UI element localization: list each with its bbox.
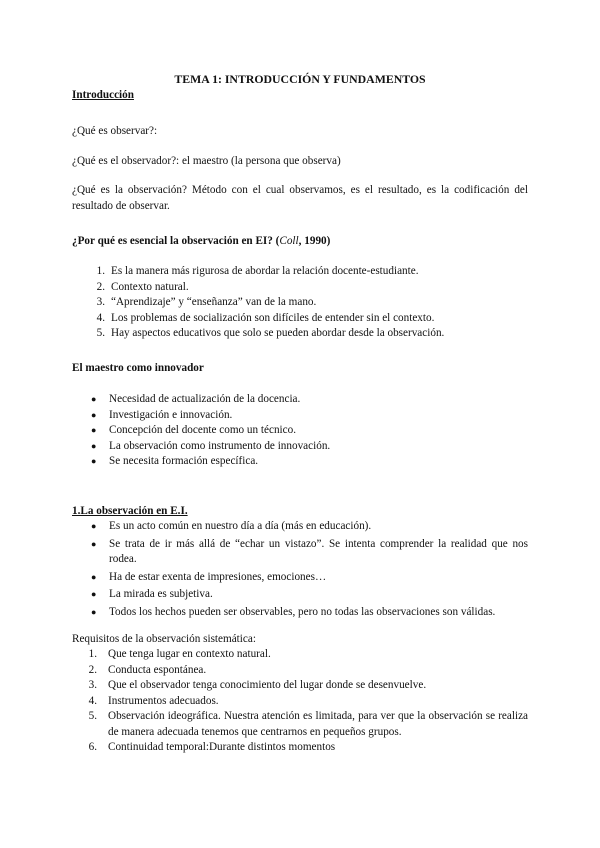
question-observador: ¿Qué es el observador?: el maestro (la persona que observa)	[72, 155, 341, 167]
list-item: 4. Instrumentos adecuados.	[88, 694, 219, 707]
bullet-icon: ●	[91, 425, 97, 435]
list-item: ● Se necesita formación específica.	[89, 454, 528, 470]
list-item: ● Necesidad de actualización de la docencia.	[89, 392, 528, 408]
esencial-heading-author: Coll	[279, 235, 299, 247]
intro-heading: Introducción	[72, 89, 134, 101]
list-item: 1. Es la manera más rigurosa de abordar la relación docente-estudiante.	[96, 265, 419, 277]
innovador-list	[89, 392, 528, 470]
esencial-heading-year: , 1990)	[298, 235, 331, 247]
list-item: 3. Que el observador tenga conocimiento del lugar donde se desenvuelve.	[88, 679, 427, 691]
section1-heading: 1.La observación en E.I.	[72, 505, 188, 517]
list-item: ● Ha de estar exenta de impresiones, emociones…	[89, 570, 528, 586]
bullet-icon: ●	[91, 538, 97, 549]
bullet-icon: ●	[91, 589, 97, 599]
list-item: 2. Conducta espontánea.	[88, 663, 207, 676]
bullet-icon: ●	[91, 571, 97, 582]
section1-list	[89, 519, 528, 620]
list-item: ● La mirada es subjetiva.	[89, 587, 528, 603]
list-item: 5. Observación ideográfica. Nuestra atención es limitada, para ver que la observación se realiza de manera adecuada tenemos que centrarnos en pequeños grupos.	[88, 710, 528, 738]
list-item: 3. “Aprendizaje” y “enseñanza” van de la mano.	[96, 296, 317, 308]
list-item: ● Es un acto común en nuestro día a día (más en educación).	[89, 519, 528, 535]
list-item: ● La observación como instrumento de innovación.	[89, 439, 528, 455]
bullet-icon: ●	[91, 440, 97, 451]
list-item: ● Todos los hechos pueden ser observables, pero no todas las observaciones son válidas.	[89, 605, 528, 621]
innovador-heading: El maestro como innovador	[72, 362, 204, 374]
bullet-icon: ●	[91, 606, 97, 617]
requisitos-list	[72, 647, 528, 756]
question-observar: ¿Qué es observar?:	[72, 125, 158, 137]
esencial-heading	[72, 234, 528, 250]
esencial-heading-main: ¿Por qué es esencial la observación en EI? (	[72, 235, 280, 247]
bullet-icon: ●	[91, 394, 97, 404]
list-item: 6. Continuidad temporal:Durante distintos momentos	[88, 741, 336, 753]
bullet-icon: ●	[91, 521, 97, 531]
esencial-list	[91, 264, 528, 342]
list-item: 2. Contexto natural.	[96, 280, 189, 293]
list-item: 1. Que tenga lugar en contexto natural.	[88, 648, 271, 660]
list-item: 5. Hay aspectos educativos que solo se pueden abordar desde la observación.	[96, 327, 445, 339]
list-item: ● Investigación e innovación.	[89, 408, 528, 424]
question-observacion: ¿Qué es la observación? Método con el cual observamos, es el resultado, es la codificación del resultado de observar.	[72, 184, 528, 212]
list-item: ● Se trata de ir más allá de “echar un vistazo”. Se intenta comprender la realidad que nos rodea.	[91, 537, 528, 565]
list-item: 4. Los problemas de socialización son difíciles de entender sin el contexto.	[96, 311, 435, 324]
requisitos-intro: Requisitos de la observación sistemática:	[72, 633, 256, 645]
page-title: TEMA 1: INTRODUCCIÓN Y FUNDAMENTOS	[174, 72, 426, 86]
bullet-icon: ●	[91, 456, 97, 466]
list-item: ● Concepción del docente como un técnico.	[89, 423, 528, 439]
bullet-icon: ●	[91, 409, 97, 420]
